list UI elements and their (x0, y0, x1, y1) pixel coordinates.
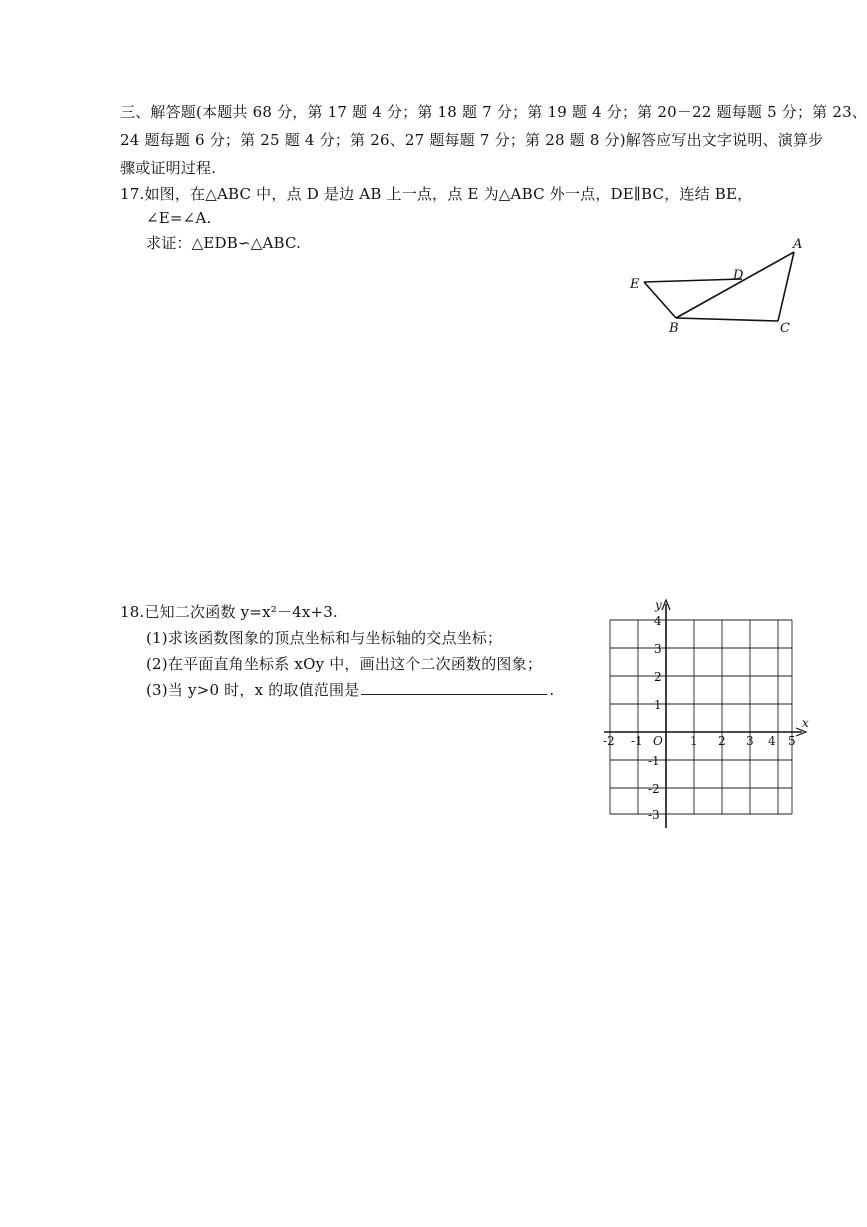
x-tick-label: 2 (718, 734, 726, 748)
label-C: C (780, 321, 790, 336)
label-E: E (630, 277, 640, 292)
section-instructions-line1: 三、解答题(本题共 68 分，第 17 题 4 分；第 18 题 7 分；第 19 题 4 分；第 20－22 题每题 5 分；第 23、 (120, 103, 867, 121)
q17-triangle-figure (620, 232, 820, 342)
x-tick-label: 1 (690, 734, 698, 748)
q18-statement: 18.已知二次函数 y=x²－4x+3. (120, 603, 339, 621)
y-tick-label: -3 (648, 808, 660, 822)
y-axis-label: y (655, 598, 662, 612)
section-instructions-line3: 骤或证明过程. (120, 159, 217, 177)
segment-ED (644, 279, 742, 282)
x-axis-label: x (802, 716, 809, 730)
q18-part3 (146, 680, 554, 700)
origin-label: O (653, 734, 663, 748)
segment-CA (778, 252, 794, 321)
y-tick-label: 1 (654, 698, 662, 712)
answer-blank[interactable] (361, 680, 547, 695)
q17-prove: 求证：△EDB∽△ABC. (146, 234, 302, 252)
segment-BA (676, 252, 794, 318)
coordinate-grid[interactable] (596, 596, 816, 846)
segment-EB (644, 282, 676, 318)
segment-BC (676, 318, 778, 321)
q17-statement-line2: ∠E=∠A. (146, 209, 212, 227)
label-B: B (669, 321, 679, 336)
q18-part1: (1)求该函数图象的顶点坐标和与坐标轴的交点坐标； (146, 629, 503, 647)
q18-part3-end: . (549, 681, 555, 699)
y-tick-label: -2 (648, 782, 660, 796)
x-tick-label: 5 (788, 734, 796, 748)
x-tick-label: -1 (631, 734, 643, 748)
x-tick-label: -2 (603, 734, 615, 748)
q18-part3-text: (3)当 y>0 时，x 的取值范围是 (146, 681, 360, 699)
x-tick-label: 3 (746, 734, 754, 748)
section-instructions-line2: 24 题每题 6 分；第 25 题 4 分；第 26、27 题每题 7 分；第 28 题 8 分)解答应写出文字说明、演算步 (120, 131, 824, 149)
y-tick-label: 3 (654, 642, 662, 656)
y-tick-label: 4 (654, 614, 662, 628)
y-tick-label: 2 (654, 670, 662, 684)
y-tick-label: -1 (648, 754, 660, 768)
q17-statement-line1: 17.如图，在△ABC 中，点 D 是边 AB 上一点，点 E 为△ABC 外一点，DE∥BC，连结 BE， (120, 185, 753, 203)
q18-part2: (2)在平面直角坐标系 xOy 中，画出这个二次函数的图象； (146, 655, 543, 673)
label-D: D (733, 268, 744, 283)
x-tick-label: 4 (768, 734, 776, 748)
label-A: A (793, 237, 803, 252)
